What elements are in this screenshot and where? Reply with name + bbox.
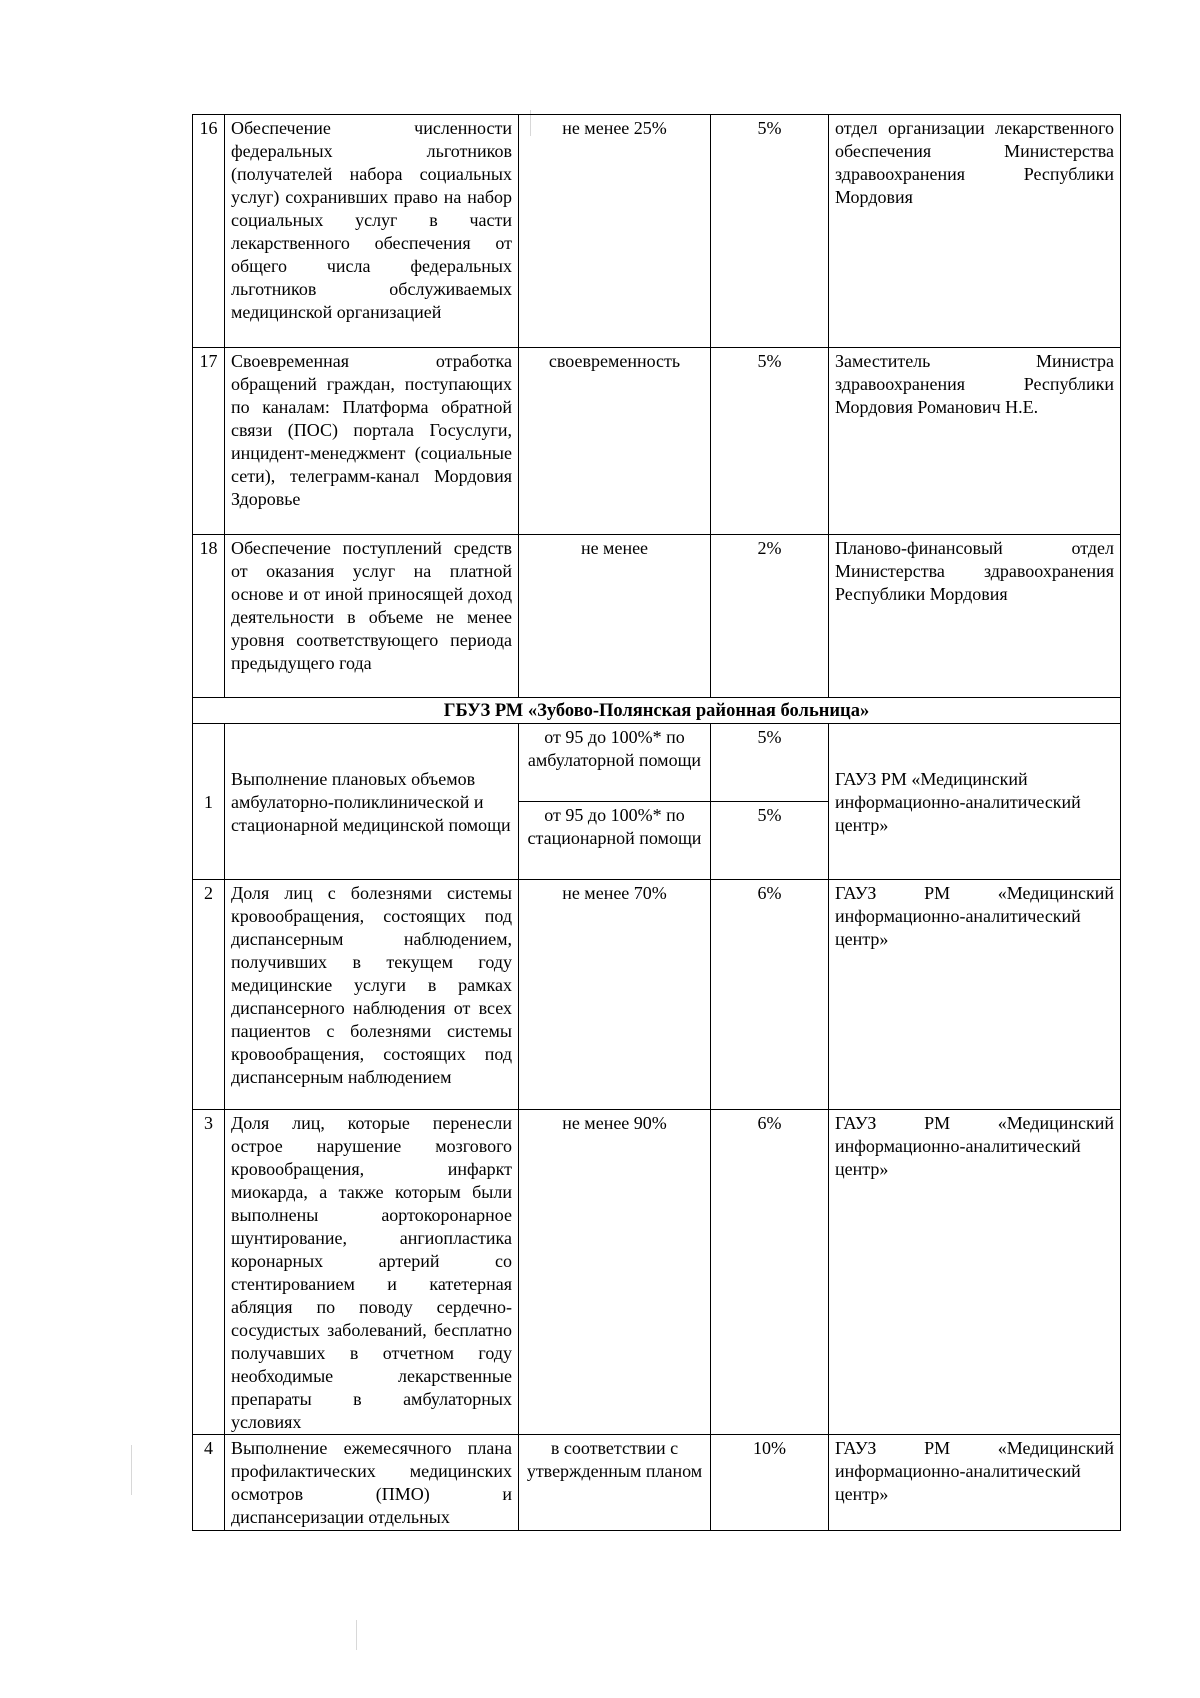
table-row — [193, 880, 1121, 1110]
criterion-value: не менее 70% — [519, 880, 711, 1110]
criterion-weight-inpatient: 5% — [711, 802, 829, 880]
criterion-value: своевременность — [519, 348, 711, 535]
row-number: 18 — [193, 535, 225, 698]
row-number: 3 — [193, 1110, 225, 1435]
scan-mark-bottom — [356, 1620, 357, 1650]
criterion-value: в соответствии с утвержденным планом — [519, 1435, 711, 1531]
criterion-description: Обеспечение численности федеральных льготников (получателей набора социальных услуг) сохранивших право на набор социальных услуг в части лекарственного обеспечения от общего числа федеральных льготников обслуживаемых медицинской организацией — [225, 115, 519, 348]
criterion-weight: 5% — [711, 348, 829, 535]
responsible-unit: ГАУЗ РМ «Медицинский информационно-аналитический центр» — [829, 1435, 1121, 1531]
row-number: 1 — [193, 724, 225, 880]
criterion-value: не менее — [519, 535, 711, 698]
criterion-description: Своевременная отработка обращений граждан, поступающих по каналам: Платформа обратной связи (ПОС) портала Госуслуги, инцидент-менеджмент (социальные сети), телеграмм-канал Мордовия Здоровье — [225, 348, 519, 535]
row-number: 2 — [193, 880, 225, 1110]
responsible-unit: ГАУЗ РМ «Медицинский информационно-аналитический центр» — [829, 724, 1121, 880]
scan-mark-left — [131, 1445, 132, 1495]
criterion-value-inpatient: от 95 до 100%* по стационарной помощи — [519, 802, 711, 880]
table-row — [193, 115, 1121, 348]
responsible-unit: отдел организации лекарственного обеспечения Министерства здравоохранения Республики Мордовия — [829, 115, 1121, 348]
criterion-weight: 5% — [711, 115, 829, 348]
criterion-weight: 10% — [711, 1435, 829, 1531]
criterion-description: Обеспечение поступлений средств от оказания услуг на платной основе и от иной приносящей доход деятельности в объеме не менее уровня соответствующего периода предыдущего года — [225, 535, 519, 698]
criterion-weight: 6% — [711, 880, 829, 1110]
section-title: ГБУЗ РМ «Зубово-Полянская районная больница» — [193, 698, 1121, 724]
row-number: 4 — [193, 1435, 225, 1531]
table-row — [193, 1110, 1121, 1435]
row-number: 17 — [193, 348, 225, 535]
responsible-unit: ГАУЗ РМ «Медицинский информационно-аналитический центр» — [829, 880, 1121, 1110]
criterion-description: Доля лиц, которые перенесли острое нарушение мозгового кровообращения, инфаркт миокарда, а также которым были выполнены аортокоронарное шунтирование, ангиопластика коронарных артерий со стентированием и катетерная абляция по поводу сердечно-сосудистых заболеваний, бесплатно получавших в отчетном году необходимые лекарственные препараты в амбулаторных условиях — [225, 1110, 519, 1435]
criterion-weight: 6% — [711, 1110, 829, 1435]
criterion-description: Выполнение ежемесячного плана профилактических медицинских осмотров (ПМО) и диспансеризации отдельных — [225, 1435, 519, 1531]
responsible-unit: ГАУЗ РМ «Медицинский информационно-аналитический центр» — [829, 1110, 1121, 1435]
table-row — [193, 348, 1121, 535]
responsible-unit: Заместитель Министра здравоохранения Республики Мордовия Романович Н.Е. — [829, 348, 1121, 535]
criteria-table — [192, 114, 1121, 1531]
criterion-value-outpatient: от 95 до 100%* по амбулаторной помощи — [519, 724, 711, 802]
table-row — [193, 535, 1121, 698]
criterion-weight-outpatient: 5% — [711, 724, 829, 802]
criterion-description: Выполнение плановых объемов амбулаторно-поликлинической и стационарной медицинской помощи — [225, 724, 519, 880]
criterion-value: не менее 90% — [519, 1110, 711, 1435]
responsible-unit: Планово-финансовый отдел Министерства здравоохранения Республики Мордовия — [829, 535, 1121, 698]
criterion-value: не менее 25% — [519, 115, 711, 348]
table-row — [193, 1435, 1121, 1531]
criterion-weight: 2% — [711, 535, 829, 698]
table-row — [193, 724, 1121, 802]
section-header-row — [193, 698, 1121, 724]
row-number: 16 — [193, 115, 225, 348]
criterion-description: Доля лиц с болезнями системы кровообращения, состоящих под диспансерным наблюдением, получивших в текущем году медицинские услуги в рамках диспансерного наблюдения от всех пациентов с болезнями системы кровообращения, состоящих под диспансерным наблюдением — [225, 880, 519, 1110]
